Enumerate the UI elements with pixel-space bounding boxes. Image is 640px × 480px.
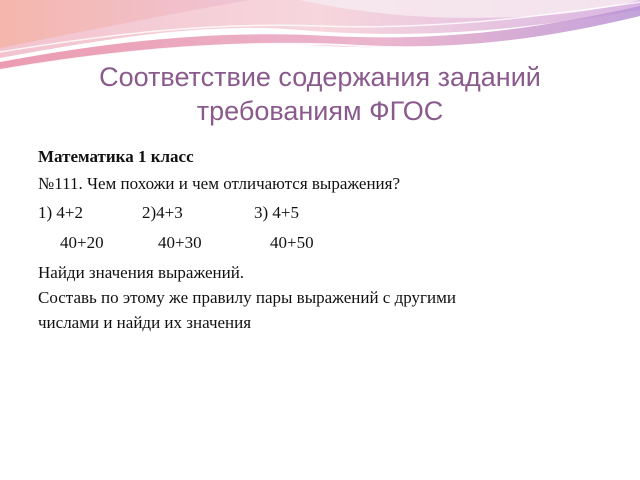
expression-4: 40+20: [60, 233, 104, 252]
instruction-1: Найди значения выражений.: [38, 263, 245, 282]
instruction-2-line-2: числами и найди их значения: [38, 313, 252, 332]
slide-content: [38, 144, 618, 335]
expression-3: 3) 4+5: [254, 203, 299, 222]
expression-5: 40+30: [158, 233, 202, 252]
task-text: №111. Чем похожи и чем отличаются выражения?: [38, 174, 401, 193]
subject-heading: Математика 1 класс: [38, 147, 194, 166]
expression-row-1: [38, 198, 618, 228]
expression-row-2: [38, 228, 618, 258]
expression-2: 2)4+3: [142, 203, 183, 222]
slide-title: [0, 60, 640, 128]
title-line-1: Соответствие содержания заданий: [99, 62, 541, 92]
instruction-2-line-1: Составь по этому же правилу пары выражений с другими: [38, 288, 456, 307]
instructions: [38, 260, 618, 335]
expression-1: 1) 4+2: [38, 203, 83, 222]
expression-6: 40+50: [270, 233, 314, 252]
title-line-2: требованиям ФГОС: [196, 96, 444, 126]
